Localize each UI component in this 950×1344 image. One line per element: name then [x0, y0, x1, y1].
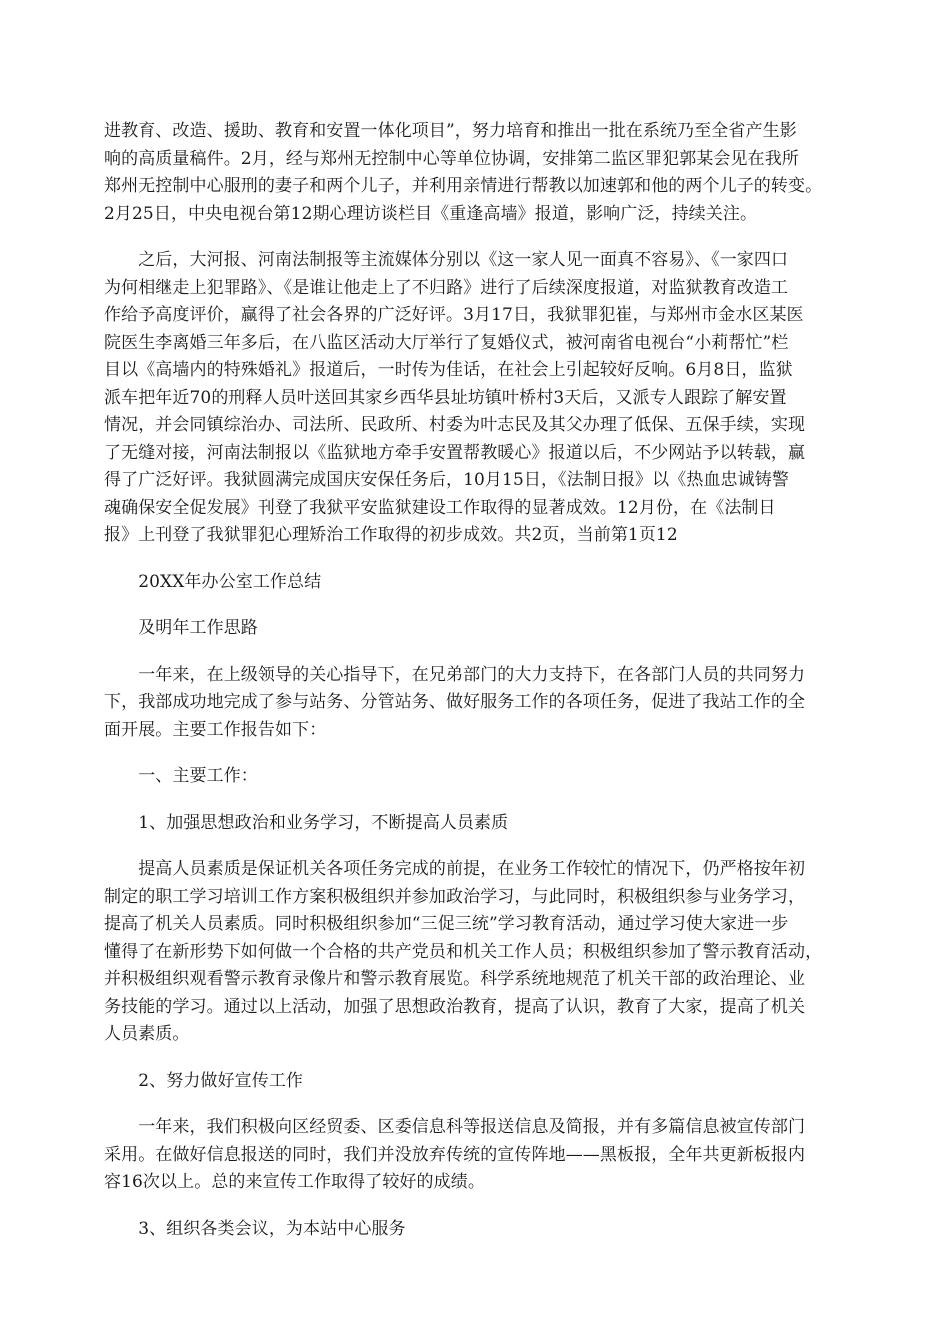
text-line: 提高了机关人员素质。同时积极组织参加“三促三统”学习教育活动，通过学习使大家进一步: [104, 914, 789, 934]
heading-line: 3、组织各类会议，为本站中心服务: [104, 1218, 406, 1239]
paragraph-follow-up-reports: [104, 247, 844, 550]
heading-line: 一、主要工作：: [104, 766, 258, 786]
text-line: 了无缝对接，河南法制报以《监狱地方牵手安置帮教暖心》报道以后，不少网站予以转载，赢: [104, 442, 806, 463]
text-line: 魂确保安全促发展》刊登了我狱平安监狱建设工作取得的显著成效。12月份，在《法制日: [104, 497, 776, 518]
text-line: 面开展。主要工作报告如下：: [104, 719, 327, 740]
document-page: [104, 118, 844, 1243]
text-line: 响的高质量稿件。2月，经与郑州无控制中心等单位协调，安排第二监区罪犯郭某会见在我所: [104, 148, 799, 169]
text-line: 为何相继走上犯罪路》、《是谁让他走上了不归路》进行了后续深度报道，对监狱教育改造工: [104, 277, 789, 298]
text-line: 得了广泛好评。我狱圆满完成国庆安保任务后，10月15日，《法制日报》以《热血忠诚铸警: [104, 470, 789, 490]
text-line: 一年来，在上级领导的关心指导下，在兄弟部门的大力支持下，在各部门人员的共同努力: [104, 664, 806, 685]
text-line: 进教育、改造、援助、教育和安置一体化项目”，努力培育和推出一批在系统乃至全省产生影: [104, 121, 797, 141]
section-heading-main-work: [104, 763, 844, 791]
subheading-meetings: [104, 1216, 844, 1244]
subtitle-line: 及明年工作思路: [104, 618, 258, 638]
text-line: 派车把年近70的刑释人员叶送回其家乡西华县址坊镇叶桥村3天后，又派专人跟踪了解安置: [104, 387, 787, 408]
heading-line: 1、加强思想政治和业务学习，不断提高人员素质: [104, 812, 509, 833]
text-line: 之后，大河报、河南法制报等主流媒体分别以《这一家人见一面真不容易》、《一家四口: [104, 250, 789, 270]
text-line: 采用。在做好信息报送的同时，我们并没放弃传统的宣传阵地——黑板报，全年共更新板报内: [104, 1144, 806, 1165]
text-line: 容16次以上。总的来宣传工作取得了较好的成绩。: [104, 1172, 485, 1192]
text-line: 情况，并会同镇综治办、司法所、民政所、村委为叶志民及其父办理了低保、五保手续，实现: [104, 415, 806, 435]
subheading-study: [104, 810, 844, 838]
text-line: 下，我部成功地完成了参与站务、分管站务、做好服务工作的各项任务，促进了我站工作的全: [104, 692, 806, 712]
paragraph-introduction: [104, 662, 844, 745]
title-line: 20XX年办公室工作总结: [104, 571, 322, 592]
text-line: 务技能的学习。通过以上活动，加强了思想政治教育，提高了认识，教育了大家，提高了机关: [104, 996, 806, 1017]
text-line: 并积极组织观看警示教育录像片和警示教育展览。科学系统地规范了机关干部的政治理论、业: [104, 969, 806, 989]
paragraph-study: [104, 856, 844, 1049]
text-line: 制定的职工学习培训工作方案积极组织并参加政治学习，与此同时，积极组织参与业务学习，: [104, 886, 806, 907]
text-line: 一年来，我们积极向区经贸委、区委信息科等报送信息及简报，并有多篇信息被宣传部门: [104, 1117, 806, 1137]
document-subtitle: [104, 615, 844, 643]
heading-line: 2、努力做好宣传工作: [104, 1070, 304, 1091]
paragraph-publicity: [104, 1114, 844, 1197]
paragraph-media-reports: [104, 118, 844, 228]
text-line: 院医生李离婚三年多后，在八监区活动大厅举行了复婚仪式，被河南省电视台“小莉帮忙”栏: [104, 332, 789, 353]
text-line: 目以《高墙内的特殊婚礼》报道后，一时传为佳话，在社会上引起较好反响。6月8日，监狱: [104, 360, 793, 380]
text-line: 人员素质。: [104, 1024, 190, 1044]
subheading-publicity: [104, 1068, 844, 1096]
text-line: 作给予高度评价，赢得了社会各界的广泛好评。3月17日，我狱罪犯崔，与郑州市金水区某医: [104, 305, 804, 325]
text-line: 郑州无控制中心服刑的妻子和两个儿子，并利用亲情进行帮教以加速郭和他的两个儿子的转变。: [104, 176, 823, 196]
text-line: 报》上刊登了我狱罪犯心理矫治工作取得的初步成效。共2页，当前第1页12: [104, 525, 678, 545]
text-line: 2月25日，中央电视台第12期心理访谈栏目《重逢高墙》报道，影响广泛，持续关注。: [104, 203, 758, 224]
document-title: [104, 569, 844, 597]
text-line: 懂得了在新形势下如何做一个合格的共产党员和机关工作人员；积极组织参加了警示教育活动，: [104, 941, 823, 962]
text-line: 提高人员素质是保证机关各项任务完成的前提，在业务工作较忙的情况下，仍严格按年初: [104, 859, 806, 879]
